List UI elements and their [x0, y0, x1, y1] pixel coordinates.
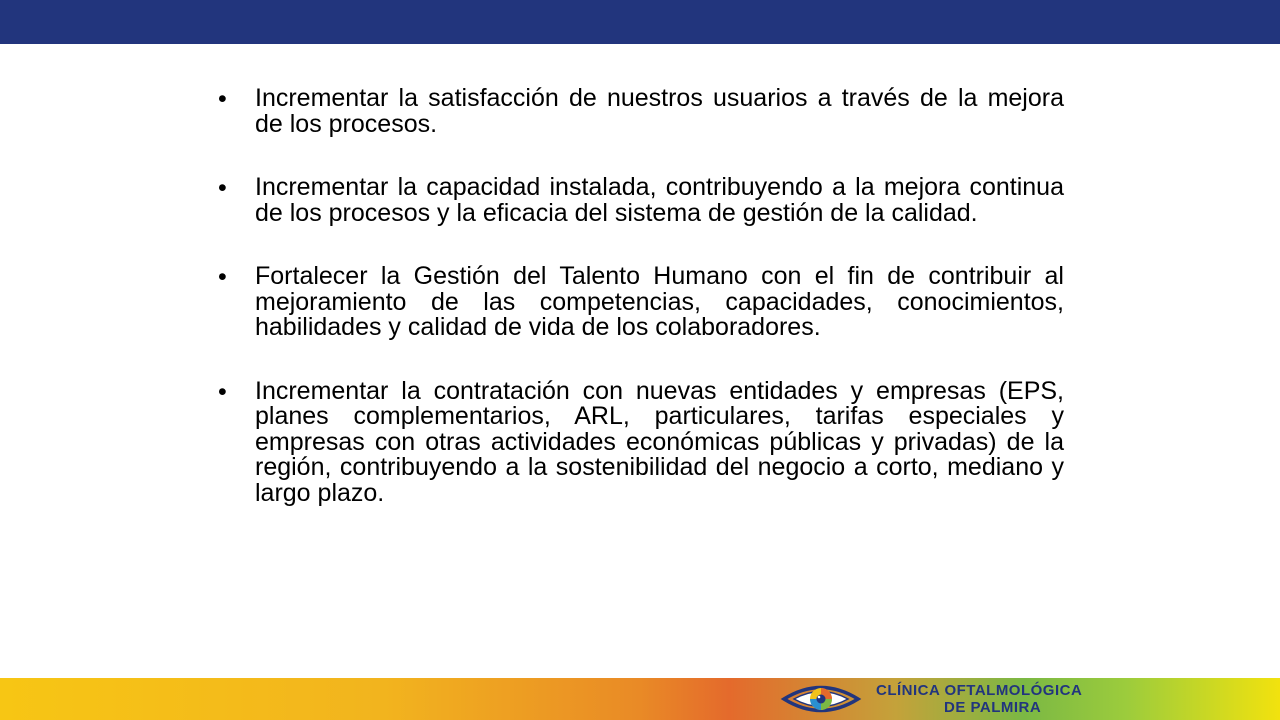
objective-text: Fortalecer la Gestión del Talento Humano con el fin de contribuir al mejoramiento de las competencias, capacidades, conocimientos, habilidades y calidad de vida de los colaboradores.	[255, 262, 1064, 341]
objectives-list	[218, 86, 1064, 544]
list-item	[218, 175, 1064, 226]
list-item	[218, 86, 1064, 137]
list-item	[218, 264, 1064, 341]
bullet-icon: •	[218, 174, 227, 202]
objective-text: Incrementar la satisfacción de nuestros usuarios a través de la mejora de los procesos.	[255, 84, 1064, 138]
list-item	[218, 376, 1064, 507]
clinic-name-line1: CLÍNICA OFTALMOLÓGICA	[876, 682, 1083, 699]
bullet-icon: •	[218, 377, 227, 406]
clinic-logo	[780, 680, 1140, 718]
objective-text: Incrementar la contratación con nuevas entidades y empresas (EPS, planes complementarios, ARL, particulares, tarifas especiales y empresas con otras actividades económicas públicas y privadas) de la región, contribuyendo a la sostenibilidad del negocio a corto, mediano y largo plazo.	[255, 376, 1064, 507]
bullet-icon: •	[218, 85, 227, 113]
clinic-name-line2: DE PALMIRA	[944, 699, 1042, 716]
eye-logo-icon	[780, 680, 862, 718]
header-bar	[0, 0, 1280, 44]
bullet-icon: •	[218, 263, 227, 291]
objective-text: Incrementar la capacidad instalada, contribuyendo a la mejora continua de los procesos y la eficacia del sistema de gestión de la calidad.	[255, 173, 1064, 227]
